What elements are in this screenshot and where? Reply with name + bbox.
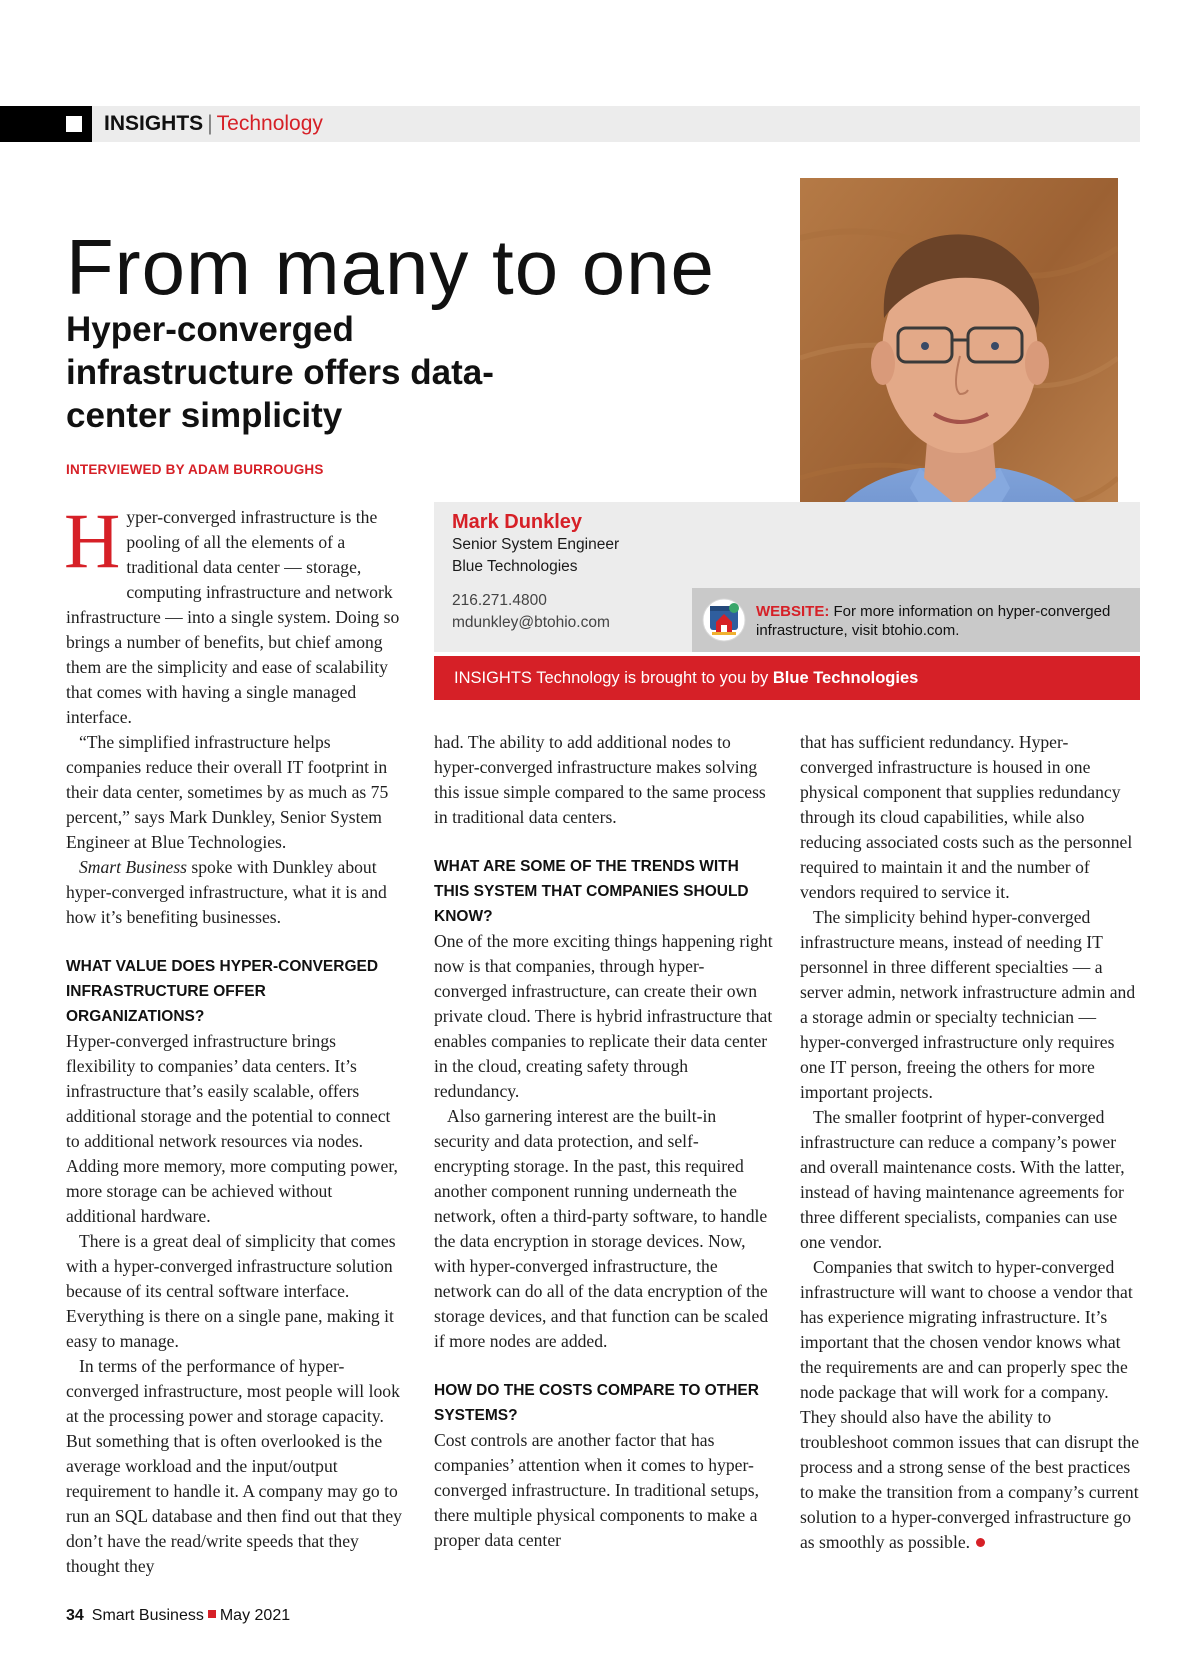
website-description: For more information on hyper-converged infrastructure, visit btohio.com. (756, 603, 1111, 639)
article-subtitle: Hyper-converged infrastructure offers data-center simplicity (66, 310, 494, 435)
body-paragraph: Also garnering interest are the built-in security and data protection, and self-encrypting storage. In the past, this required another component running underneath the network, often a third-party software, to handle the data encryption in storage devices. Now, with hyper-converged infrastructure, the network can do all of the data encryption of the storage devices, and that function can be scaled if more nodes are added. (434, 1106, 769, 1351)
intro-paragraph (64, 497, 406, 730)
section-label (104, 113, 323, 135)
author-email[interactable]: mdunkley@btohio.com (452, 614, 610, 631)
section-separator: | (207, 112, 213, 135)
section-marker-block (0, 106, 92, 142)
article-column-2 (434, 730, 774, 1553)
question-heading: WHAT VALUE DOES HYPER-CONVERGED INFRASTRUCTURE OFFER ORGANIZATIONS? (66, 958, 379, 1025)
body-paragraph: had. The ability to add additional nodes to hyper-converged infrastructure makes solving this issue simple compared to the same process in traditional data centers. (434, 732, 766, 827)
body-paragraph: Cost controls are another factor that has companies’ attention when it comes to hyper-converged infrastructure. In traditional setups, there multiple physical components to make a proper data center (434, 1430, 760, 1550)
page-number: 34 (66, 1607, 84, 1624)
body-text: Companies that switch to hyper-converged infrastructure will want to choose a vendor that has experience migrating infrastructure. It’s important that the chosen vendor knows what the requirements are and can properly spec the node package that will work for a company. They should also have the ability to troubleshoot common issues that can disrupt the process and a strong sense of the best practices to make the transition from a company’s current solution to a hyper-converged infrastructure go as smoothly as possible. (800, 1257, 1140, 1552)
question-heading: HOW DO THE COSTS COMPARE TO OTHER SYSTEMS? (434, 1382, 759, 1424)
sponsor-text (454, 668, 918, 688)
body-paragraph: Hyper-converged infrastructure brings flexibility to companies’ data centers. It’s infrastructure that’s easily scalable, offers additional storage and the potential to connect to additional network resources via nodes. Adding more memory, more computing power, more storage can be achieved without additional hardware. (66, 1031, 398, 1226)
body-paragraph (800, 1255, 1140, 1555)
author-company: Blue Technologies (452, 558, 578, 575)
author-name: Mark Dunkley (452, 511, 583, 533)
issue-date: May 2021 (219, 1607, 291, 1624)
section-name: INSIGHTS (104, 112, 204, 135)
author-title: Senior System Engineer (452, 536, 620, 553)
body-paragraph: In terms of the performance of hyper-converged infrastructure, most people will look at the processing power and storage capacity. But something that is often overlooked is the average workload and the input/output requirement to handle it. A company may go to run an SQL database and then find out that they don’t have the read/write speeds that they thought they (66, 1356, 402, 1576)
article-column-3 (800, 730, 1140, 1555)
footer-divider-icon (208, 1610, 216, 1618)
body-paragraph: The simplicity behind hyper-converged infrastructure means, instead of needing IT personnel in three different specialties — a server admin, network infrastructure admin and a storage admin or specialty technician — hyper-converged infrastructure only requires one IT person, freeing the others for more important projects. (800, 907, 1136, 1102)
sponsor-prefix: INSIGHTS Technology is brought to you by (454, 669, 773, 687)
article-byline: INTERVIEWED BY ADAM BURROUGHS (66, 462, 324, 477)
body-paragraph: One of the more exciting things happening right now is that companies, through hyper-converged infrastructure, can create their own private cloud. There is hybrid infrastructure that enables companies to replicate their data center in the cloud, creating safety through redundancy. (434, 931, 773, 1101)
body-paragraph: There is a great deal of simplicity that comes with a hyper-converged infrastructure solution because of its central software interface. Everything is there on a single pane, making it easy to manage. (66, 1231, 396, 1351)
end-mark-icon (976, 1538, 985, 1547)
article-column-1 (64, 497, 406, 1579)
intro-text: yper-converged infrastructure is the pooling of all the elements of a traditional data center — storage, computing infrastructure and network infrastructure — into a single system. Doing so brings a number of benefits, but chief among them are the simplicity and ease of scalability that comes with having a single managed interface. (66, 507, 400, 727)
section-header-bar (0, 106, 1140, 142)
publication-name: Smart Business (79, 857, 188, 877)
body-paragraph: The smaller footprint of hyper-converged infrastructure can reduce a company’s power and overall maintenance costs. With the latter, instead of having maintenance agreements for three different specialists, companies can use one vendor. (800, 1107, 1125, 1252)
body-paragraph: that has sufficient redundancy. Hyper-converged infrastructure is housed in one physical component that supplies redundancy through its cloud capabilities, while also reducing associated costs such as the personnel required to maintain it and the number of vendors required to service it. (800, 732, 1133, 902)
body-paragraph: “The simplified infrastructure helps companies reduce their overall IT footprint in their data center, sometimes by as much as 75 percent,” says Mark Dunkley, Senior System Engineer at Blue Technologies. (66, 732, 389, 852)
publication-title: Smart Business (91, 1607, 204, 1624)
website-text (756, 602, 1136, 640)
body-paragraph (66, 855, 406, 930)
section-square-icon (66, 116, 82, 132)
article-title: From many to one (66, 223, 715, 311)
body-text: spoke with Dunkley about hyper-converged infrastructure, what it is and how it’s benefiting businesses. (66, 857, 387, 927)
author-phone[interactable]: 216.271.4800 (452, 592, 547, 609)
website-house-icon (702, 596, 746, 644)
question-heading: WHAT ARE SOME OF THE TRENDS WITH THIS SYSTEM THAT COMPANIES SHOULD KNOW? (434, 858, 749, 925)
page-footer (66, 1606, 290, 1626)
sponsor-banner (434, 656, 1140, 700)
section-category: Technology (216, 112, 323, 135)
sponsor-company: Blue Technologies (772, 669, 919, 687)
website-label: WEBSITE: (756, 603, 830, 620)
website-callout[interactable] (692, 588, 1140, 652)
drop-cap: H (64, 497, 121, 584)
